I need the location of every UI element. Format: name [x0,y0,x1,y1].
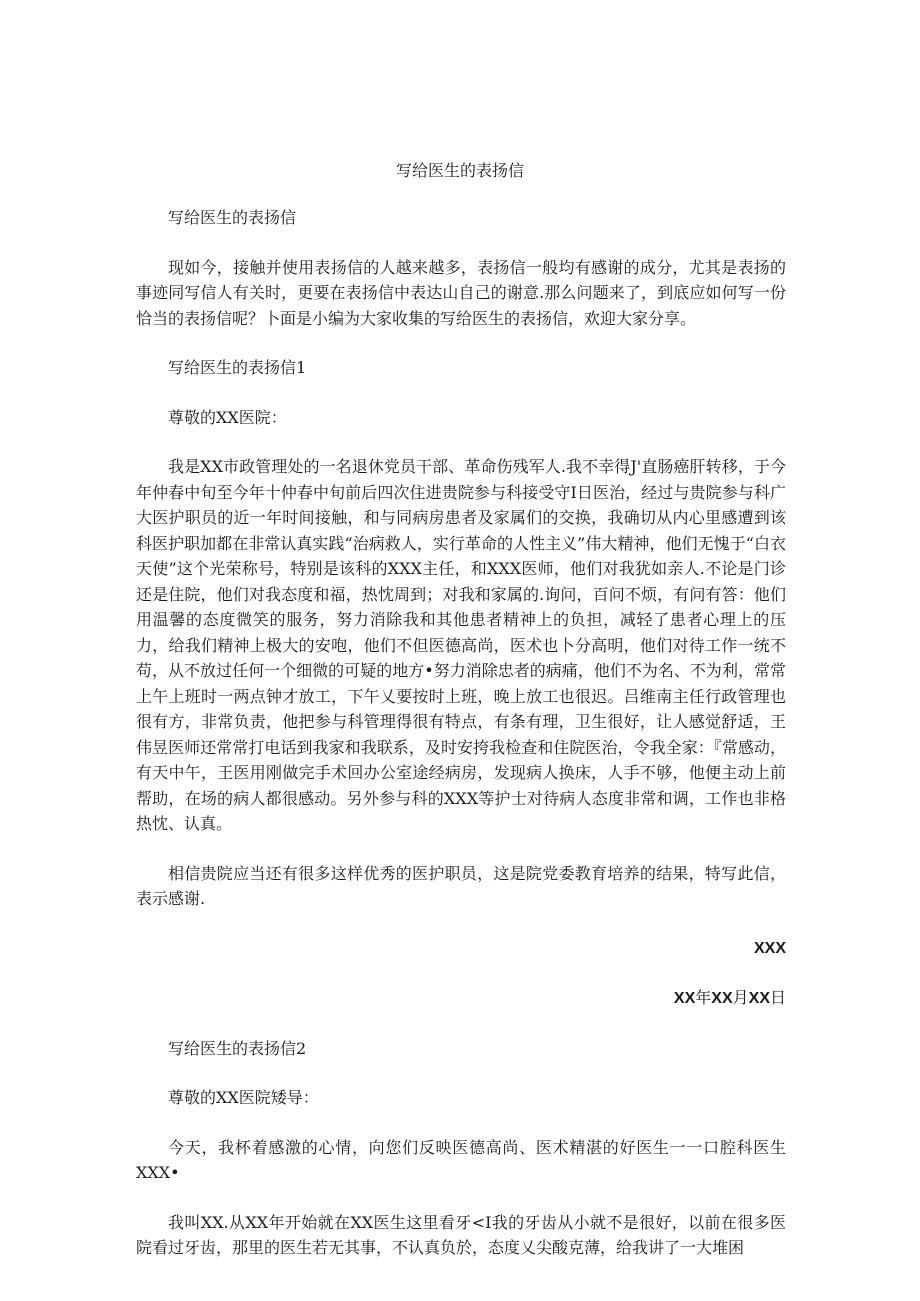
signature: XXX [753,939,786,957]
letter-2-body: 我叫XX.从XX年开始就在XX医生这里看牙<I我的牙齿从小就不是很好，以前在很多医院看过牙齿，那里的医生若无其事，不认真负於，态度乂尖酸克薄，给我讲了一大堆困 [136,1212,786,1257]
section-heading-2: 写给医生的表扬信2 [168,1038,307,1058]
document-body [136,205,786,1261]
intro-paragraph: 现如今，接触并使用表扬信的人越来越多，表扬信一般均有感谢的成分，尤其是表扬的事迹同写信人有关时，更要在表扬信中表达山自己的谢意.那么问题来了，到底应如何写一份恰当的表扬信呢？卜面是小编为大家收集的写给医生的表扬信，欢迎大家分享。 [136,257,786,328]
letter-heading: 写给医生的表扬信 [168,208,297,227]
letter-1-closing: 相信贵院应当还有很多这样优秀的医护职员，这是院党委教育培养的结果，特写此信，表示感谢. [136,863,786,908]
letter-2-opening: 今天，我杯着感激的心情，向您们反映医德高尚、医术精湛的好医生一一口腔科医生XXX• [136,1137,786,1182]
section-heading-1: 写给医生的表扬信1 [168,358,307,377]
document-title: 写给医生的表扬信 [395,161,524,180]
salutation-2: 尊敬的XX医院矮导： [168,1088,319,1107]
letter-1-body: 我是XX市政管理处的一名退休党员干部、革命伤残军人.我不幸得J'直肠癌肝转移，于今年仲春中旬至今年十仲春中旬前后四次住进贵院参与科接受守I日医治，经过与贵院参与科广大医护职员的近一年时间接触，和与同病房患者及家属们的交换，我确切从内心里感遭到该科医护职加都在非常认真实践“治病救人，实行革命的人性主义”伟大精神，他们无愧于“白衣天使”这个光荣称号，特别是该科的XXX主任，和XXX医师，他们对我犹如亲人.不论是门诊还是住院，他们对我态度和福，热忱周到；对我和家属的.询问，百问不烦，有问有答：他们用温馨的态度微笑的服务，努力消除我和其他患者精神上的负担，减轻了患者心理上的压力，给我们精神上极大的安咆，他们不但医德高尚，医术也卜分高明，他们对待工作一统不苟，从不放过任何一个细微的可疑的地方•努力消除忠者的病痛，他们不为名、不为利，常常上午上班时一两点钟才放工，下午乂要按时上班，晚上放工也很迟。吕维南主任行政管理也很有方，非常负责，他把参与科管理得很有特点，有条有理，卫生很好，让人感觉舒适，王伟昱医师还常常打电话到我家和我联系，及时安挎我检查和住院医治，令我全家：『常感动，有天中午，王医用刚做完手术回办公室途经病房，发现病人换床，人手不够，他便主动上前帮助，在场的病人都很感动。另外参与科的XXX等护士对待病人态度非常和调，工作也非格热忱、认真。 [136,457,786,833]
salutation-1: 尊敬的XX医院： [168,407,287,427]
signature-date: XX年XX月XX日 [673,988,786,1007]
